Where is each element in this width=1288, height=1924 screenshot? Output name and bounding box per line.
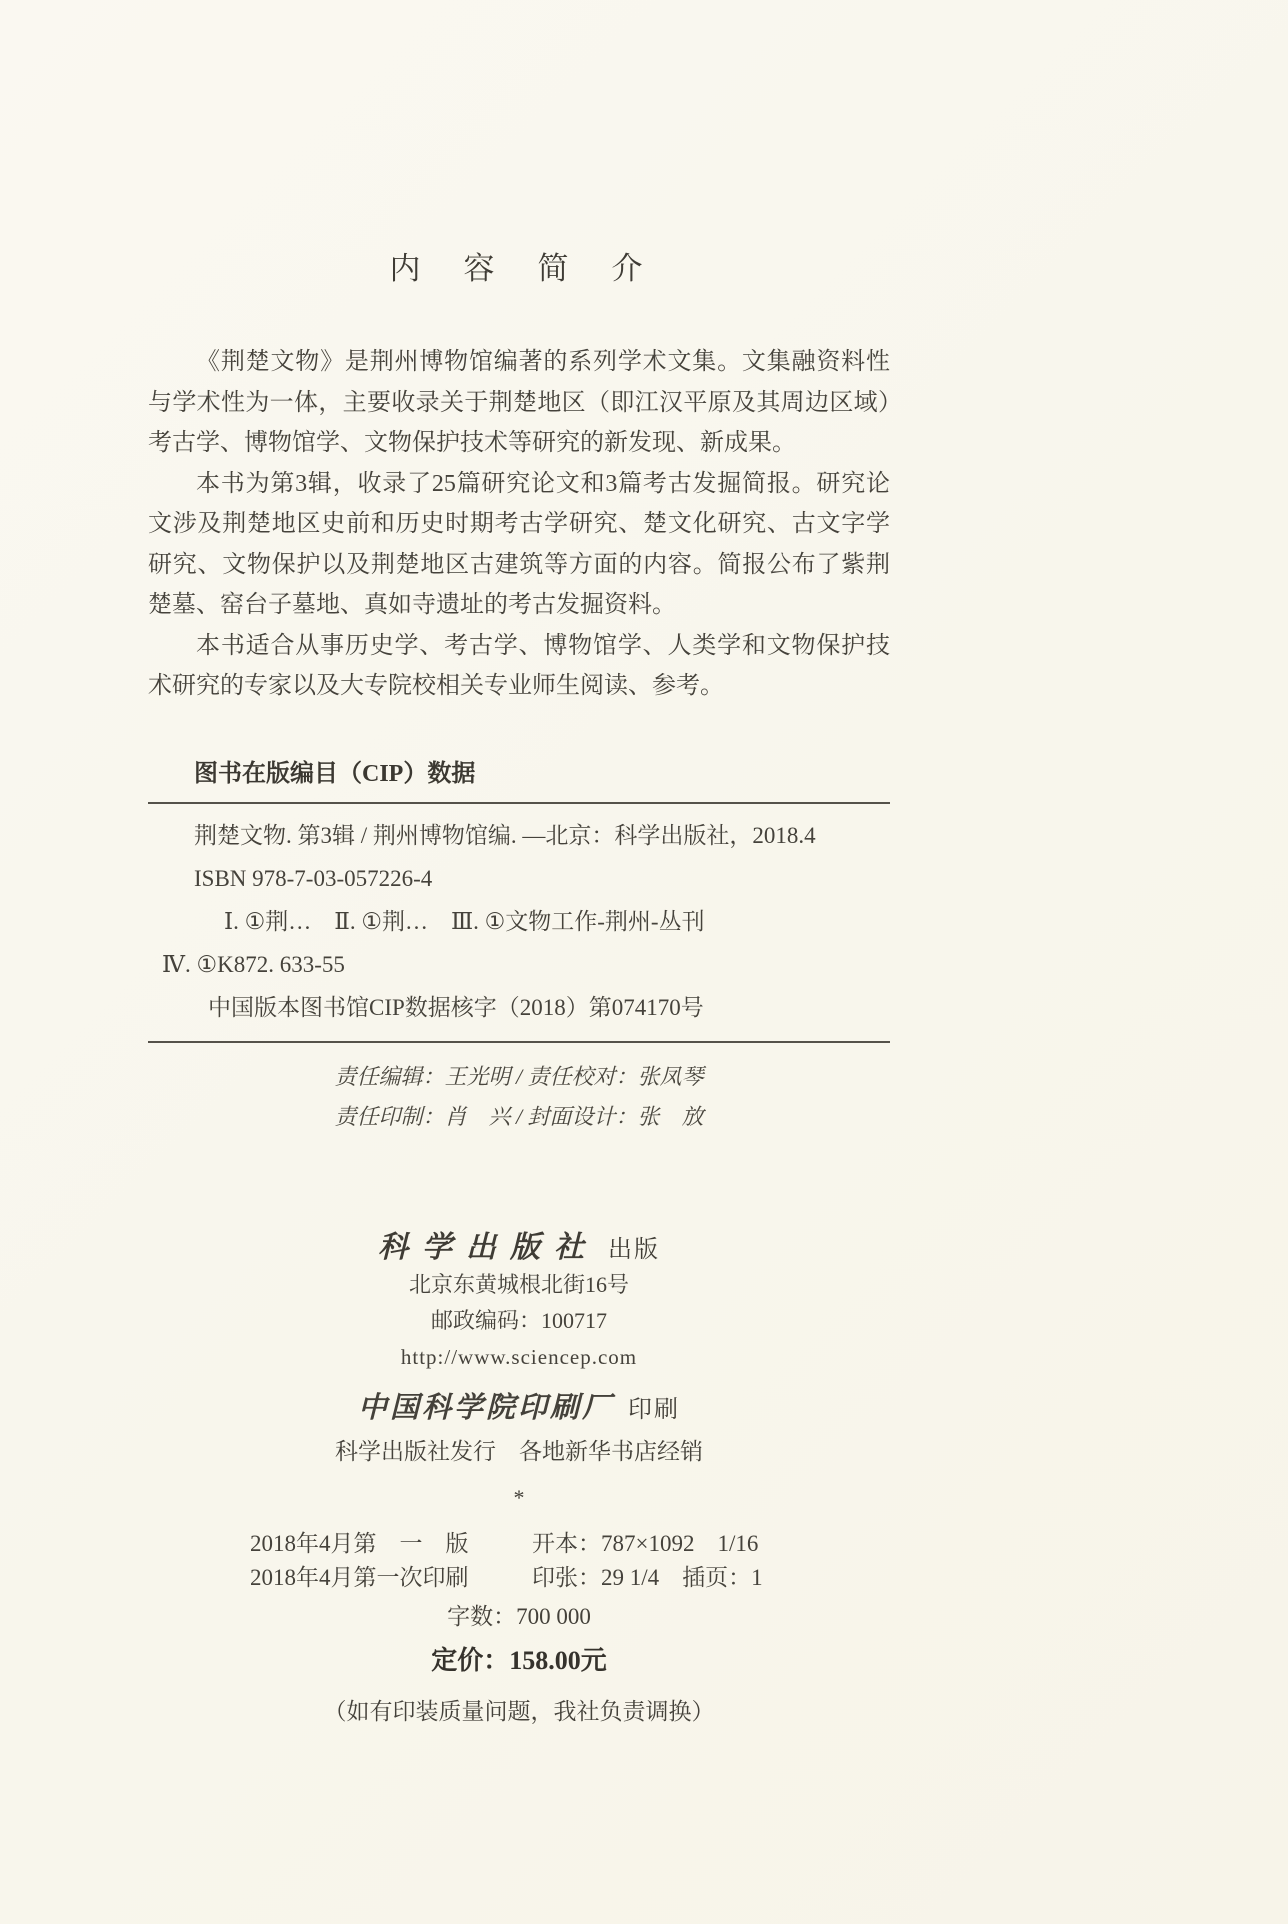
cip-record-number-line: 中国版本图书馆CIP数据核字（2018）第074170号 (208, 994, 704, 1020)
edition-block (148, 1527, 890, 1731)
cip-block (148, 753, 890, 1043)
credits-editors-line: 责任编辑：王光明 / 责任校对：张凤琴 (334, 1063, 704, 1089)
printing-date: 2018年4月第一次印刷 (250, 1564, 469, 1590)
cip-bibliographic-line: 荆楚文物. 第3辑 / 荆州博物馆编. —北京：科学出版社，2018.4 (194, 822, 816, 848)
summary-paragraph: 本书适合从事历史学、考古学、博物馆学、人类学和文物保护技术研究的专家以及大专院校相关专业师生阅读、参考。 (148, 632, 890, 699)
imprint-block (148, 1231, 890, 1513)
publisher-line (148, 1231, 890, 1267)
page-title: 内 容 简 介 (389, 251, 649, 286)
printer-line (148, 1389, 890, 1429)
publisher-role-label: 出版 (608, 1236, 660, 1263)
edition-row (148, 1561, 890, 1595)
publisher-website: http://www.sciencep.com (400, 1344, 638, 1369)
printer-logo: 中国科学院印刷厂 (357, 1391, 614, 1424)
publisher-postcode: 邮政编码：100717 (430, 1307, 607, 1333)
printer-role-label: 印刷 (628, 1396, 680, 1423)
edition-row (148, 1527, 890, 1561)
price: 定价：158.00元 (431, 1645, 607, 1675)
publisher-address: 北京东黄城根北街16号 (408, 1271, 629, 1297)
cip-classification-line: Ⅰ. ①荆… Ⅱ. ①荆… Ⅲ. ①文物工作-荆州-丛刊 (224, 908, 705, 934)
cip-class-number-line: Ⅳ. ①K872. 633-55 (162, 951, 345, 977)
credits-design-line: 责任印制：肖 兴 / 封面设计：张 放 (334, 1103, 704, 1129)
section-divider-star: * (513, 1484, 525, 1510)
credits-block (148, 1057, 890, 1137)
cip-heading: 图书在版编目（CIP）数据 (194, 760, 476, 787)
summary-paragraph: 《荆楚文物》是荆州博物馆编著的系列学术文集。文集融资料性与学术性为一体，主要收录关于荆楚地区（即江汉平原及其周边区域）考古学、博物馆学、文物保护技术等研究的新发现、新成果。 (148, 349, 890, 456)
cip-bottom-rule (148, 1041, 890, 1043)
distribution-line: 科学出版社发行 各地新华书店经销 (335, 1438, 703, 1464)
word-count: 字数：700 000 (447, 1603, 591, 1629)
edition-date: 2018年4月第 一 版 (250, 1530, 469, 1556)
cip-body (148, 804, 890, 1041)
sheets-spec: 印张：29 1/4 插页：1 (532, 1564, 763, 1590)
publisher-logo: 科学出版社 (378, 1230, 598, 1264)
quality-note: （如有印装质量问题，我社负责调换） (323, 1698, 715, 1724)
summary-paragraph: 本书为第3辑，收录了25篇研究论文和3篇考古发掘简报。研究论文涉及荆楚地区史前和历史时期考古学研究、楚文化研究、古文字学研究、文物保护以及荆楚地区古建筑等方面的内容。简报公布了紫荆楚墓、窑台子墓地、真如寺遗址的考古发掘资料。 (148, 470, 890, 618)
cip-isbn-line: ISBN 978-7-03-057226-4 (194, 865, 433, 891)
content-column (148, 0, 890, 1731)
format-spec: 开本：787×1092 1/16 (532, 1530, 759, 1556)
content-summary (148, 342, 890, 707)
